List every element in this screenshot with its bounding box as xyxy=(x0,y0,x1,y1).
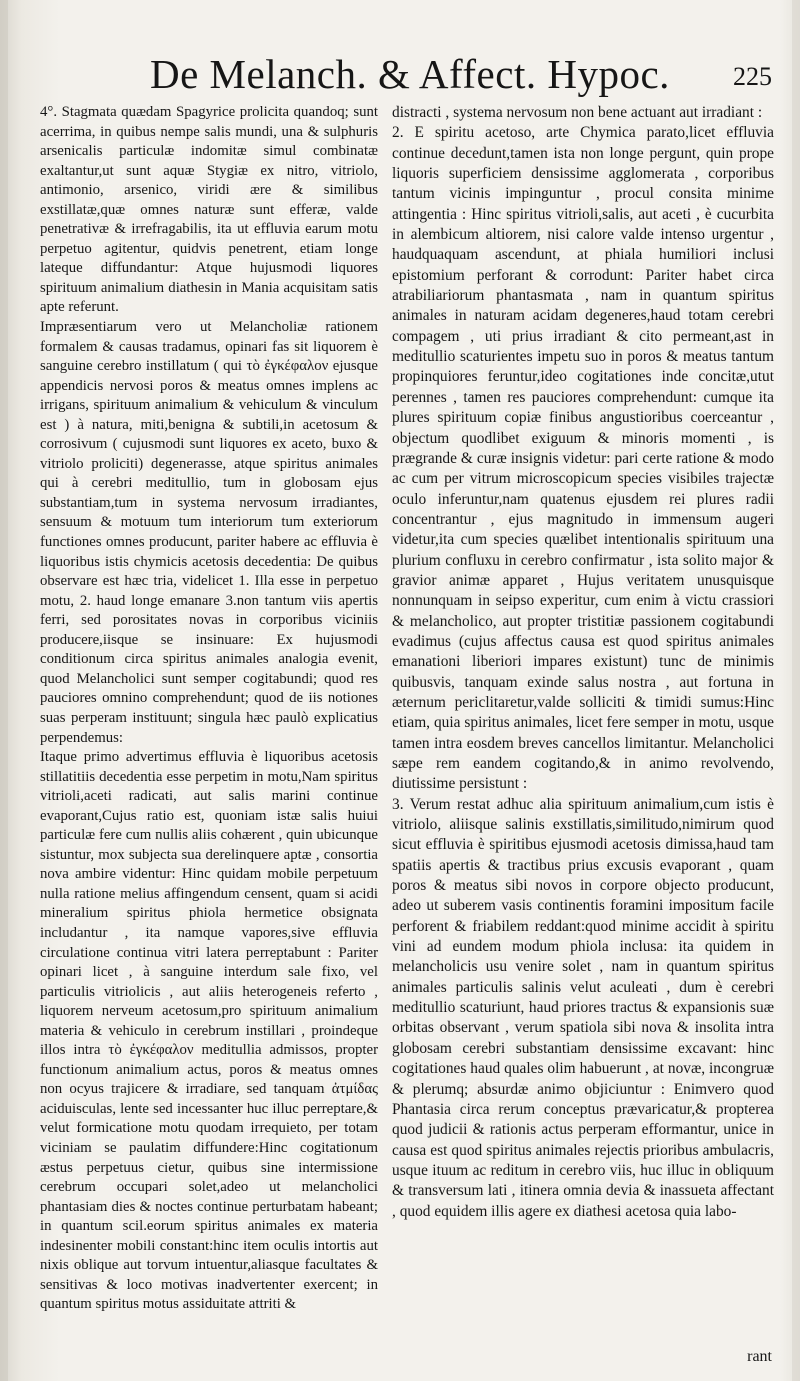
running-title: De Melanch. & Affect. Hypoc. xyxy=(150,51,670,97)
paragraph: 3. Verum restat adhuc alia spirituum animalium,cum istis è vitriolo, aliisque salinis exstillatis,similitudo,nimirum quod sicut effluvia è spiritibus ejusmodi acetosis dimissa,haud tam spatiis apertis & tractibus prius excusis evaporant , quam poros & meatus sibi novos in corpore objecto producunt, adeo ut suberem vasis continentis foramini impositum facile perforent & friabilem reddant:quod minime accidit à spiritu vini ad eundem modum phiola inclusa: ita quidem in melancholicis usu venire solet , nam in quantum spiritus animales particulis salinis velut aculeati , dum è cerebri meditullio scaturiunt, haud priores tractus & expansionis suæ orbitas observant , verum spatiola sibi nova & insolita intra globosam cerebri substantiam densissime excavant: hinc cogitationes haud quales olim habuerunt , at novæ, incongruæ & plerumq; absurdæ animo objiciuntur : Enimvero quod Phantasia circa rerum conceptus prævaricatur,& propterea quod judicii & rationis actus perperam efformantur, unice in causa est quod spiritus animales rejectis prioribus ambulacris, usque ituum ac reditum in cerebro viis, huc illuc in obliquum & transversum lati , itinera omnia devia & inassueta affectant , quod equidem illis agere ex diathesi acetosa quia labo- xyxy=(392,795,774,1220)
paragraph: Itaque primo advertimus effluvia è liquoribus acetosis stillatitiis decedentia esse perpetim in motu,Nam spiritus vitrioli,aceti radicati, aut salis marini continue evaporant,Cujus ratio est, quoniam istæ salis huiui particulæ fere cum nullis aliis cohærent , quin ubicunque sistuntur, mox subjecta sua derelinquere aptæ , consortia nova ambire videntur: Hinc quidam mobile perpetuum nulla ratione melius affingendum censent, quam si acidi mineralium spiritus phiola hermetice obsignata includantur , ita namque vapores,sive effluvia circulatione continua vitri latera perreptabunt : Pariter opinari licet , à sanguine interdum sale fixo, vel particulis vitriolicis , aut aliis heterogeneis referto , liquorem nerveum acetosum,pro spirituum animalium materia & vehiculo in cerebrum instillari , proindeque illos intra τὸ ἐγκέφαλον meditullia admissos, propter functionum animalium actus, poros & meatus omnes non ocyus trajicere & irradiare, sed tanquam ἀτμίδας aciduisculas, lente sed incessanter huc illuc perreptare,& velut formicatione motu quodam irrequieto, per totam viciniam se paulatim diffundere:Hinc cogitationum æstus perpetuus cietur, quibus sine intermissione cerebrum occupari solet,adeo ut melancholici phantasiam dies & noctes continue perturbatam habeant; in quantum scil.eorum spiritus animales ex materia indesinenter mobili constant:hinc item oculis intortis aut nixis oblique aut torvum intuentur,aliasque facultates & sensitivas & loco motivas inadvertenter exercent; in quantum spiritus motus assiduitate attriti & xyxy=(40,749,378,1313)
paragraph: 4°. Stagmata quædam Spagyrice prolicita quandoq; sunt acerrima, in quibus nempe salis mundi, una & sulphuris arsenicalis particulæ indomitæ simul combinatæ exaltantur,ut sunt aquæ Stygiæ ex nitro, vitriolo, antimonio, arsenico, viridi ære & similibus exstillatæ,quæ omnes naturæ sunt efferæ, valde penetrativæ & irrefragabilis, ita ut effluvia earum motu perpetuo agitentur, quidvis penetrent, etiam longe lateque diffundantur: Atque hujusmodi liquores spirituum animalium diathesin in Mania acquisitam satis apte referunt. xyxy=(40,104,378,316)
paragraph: 2. E spiritu acetoso, arte Chymica parato,licet effluvia continue decedunt,tamen ista non longe pergunt, quin prope liquoris superficiem densissime agglomerata , corporibus tantum vicinis impinguntur , procul consita minime attingentia : Hinc spiritus vitrioli,salis, aut aceti , è cucurbita in alembicum altiorem, nisi calore valde intenso urgentur , haudquaquam ascendunt, at phiala humiliori inclusi epistomium perforant & corrodunt: Pariter habet circa atrabiliariorum phantasmata , nam in quantum spiritus animales in naturam acidam degeneres,haud totam cerebri compagem , uti prius irradiant & cito permeant,ast in meditullio scaturientes impetu suo in poros & meatus tantum propinquiores feruntur,ideo cogitationes inde concitæ,utut perennes , tamen res pauciores comprehendunt: cumque ita plures spirituum copiæ finibus angustioribus coerceantur , objectum quodlibet exiguum & minoris momenti , is prægrande & curæ insignis videtur: pari certe ratione & modo ac cum per vitrum microscopicum species visibiles trajectæ oculo inferuntur,nam quatenus ejusdem rei plures radii concentrantur , ejus magnitudo in immensum augeri videtur,ita cum species quælibet intentionalis spirituum una plurium confluxu in cerebro confirmatur , ista solito major & gravior animæ apparet , Hujus veritatem unusquisque nonnunquam in seipso experitur, cum enim à victu crassiori & melancholico, aut propter tristitiæ passionem cogitabundi evadimus (cujus affectus causa est quod spiritus animales emanationi liberiori impares existunt) tunc de minimis quibusvis, tanquam exinde salus nostra , aut fortuna in æternum periclitaretur,valde solliciti & timidi sumus:Hinc etiam, quia spiritus animales, licet fere semper in motu, usque tamen intra eosdem breves cancellos limitantur. Melancholici sæpe rem eandem cogitando,& in animo revolvendo, diutissime persistunt : xyxy=(392,124,774,793)
catchword: rant xyxy=(747,1348,772,1365)
page-header xyxy=(0,50,800,100)
left-column xyxy=(40,103,378,1315)
paragraph: distracti , systema nervosum non bene actuant aut irradiant : xyxy=(392,104,763,121)
paragraph: Impræsentiarum vero ut Melancholiæ rationem formalem & causas tradamus, opinari fas sit liquorem è sanguine cerebro instillatum ( qui τὸ ἐγκέφαλον ejusque appendicis nervosi poros & meatus omnes implens ac irrigans, spirituum animalium & vehiculum & vinculum est ) à natura, miti,benigna & subtili,in acetosum & corrosivum ( cujusmodi sunt liquores ex aceto, buxo & vitriolo proliciti) degenerasse, atque spiritus animales qui à cerebri meditullio, tum in globosam ejus substantiam,tum in systema nervosum irradiantes, sensuum & motuum tum interiorum tum exteriorum functiones omnes producunt, pariter habere ac effluvia è liquoribus istis chymicis acetosis decedentia: De quibus observare est hæc tria, videlicet 1. Illa esse in perpetuo motu, 2. haud longe emanare 3.non tantum viis apertis ferri, sed porositates novas in corporibus viciniis producere,iisque se insinuare: Ex hujusmodi conditionum circa spiritus animales analogia evenit, quod Melancholici sunt semper cogitabundi; quod res pauciores omnino comprehendunt; quod de iis notiones suas perperam instituunt; singula hæc paulò explicatius perpendemus: xyxy=(40,319,378,746)
page-number: 225 xyxy=(733,62,772,91)
right-column xyxy=(392,103,774,1222)
